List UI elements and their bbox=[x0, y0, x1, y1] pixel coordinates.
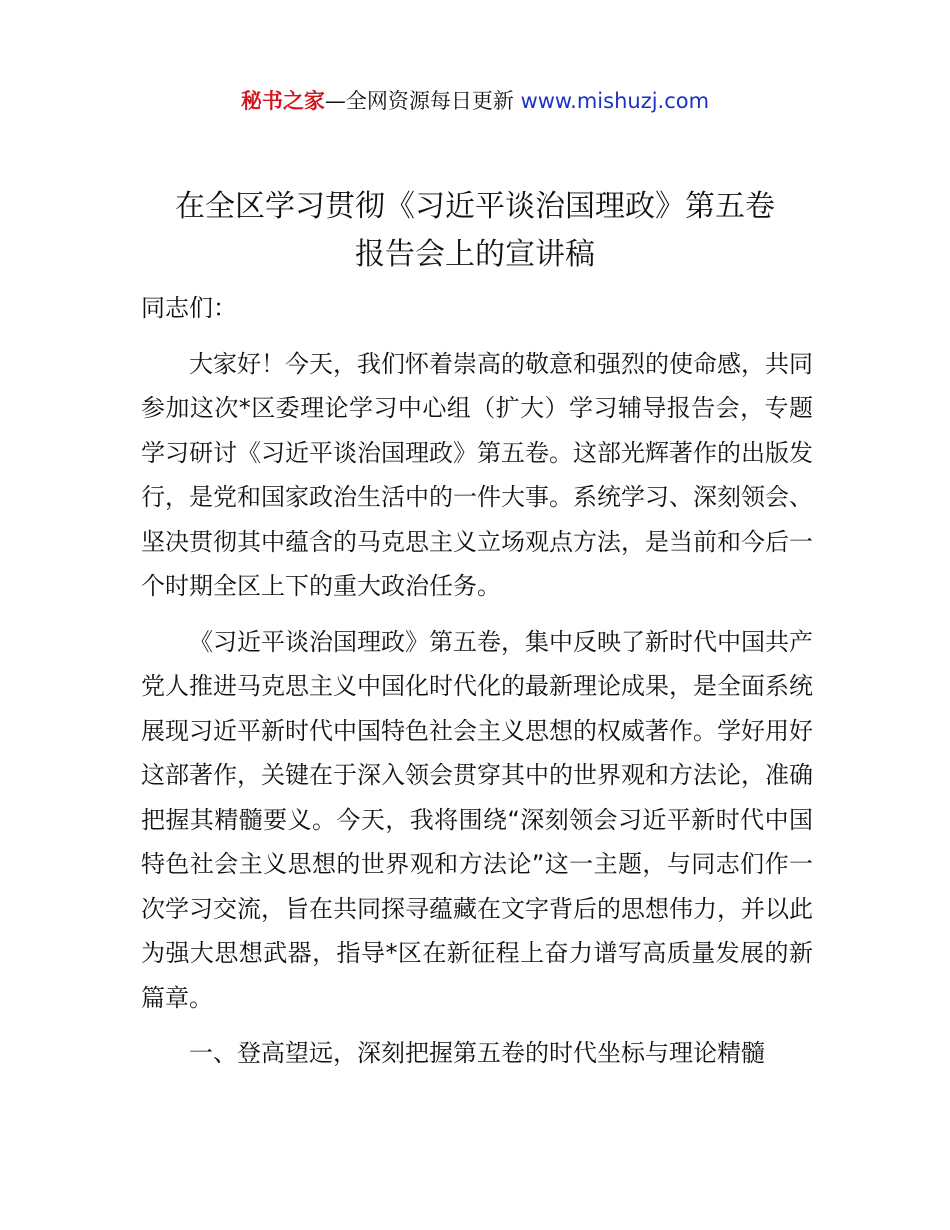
site-header bbox=[0, 86, 950, 116]
site-url-link[interactable]: www.mishuzj.com bbox=[520, 89, 710, 113]
document-body bbox=[141, 286, 813, 1076]
salutation: 同志们： bbox=[141, 294, 237, 322]
document-title bbox=[0, 183, 950, 279]
paragraph-2: 《习近平谈治国理政》第五卷，集中反映了新时代中国共产党人推进马克思主义中国化时代化的最新理论成果，是全面系统展现习近平新时代中国特色社会主义思想的权威著作。学好用好这部著作，关键在于深入领会贯穿其中的世界观和方法论，准确把握其精髓要义。今天，我将围绕“深刻领会习近平新时代中国特色社会主义思想的世界观和方法论”这一主题，与同志们作一次学习交流，旨在共同探寻蕴藏在文字背后的思想伟力，并以此为强大思想武器，指导*区在新征程上奋力谱写高质量发展的新篇章。 bbox=[141, 627, 813, 1012]
header-slogan: —全网资源每日更新 bbox=[324, 89, 521, 113]
section-heading-1: 一、登高望远，深刻把握第五卷的时代坐标与理论精髓 bbox=[189, 1039, 765, 1067]
brand-name: 秘书之家 bbox=[240, 89, 325, 113]
title-line-2: 报告会上的宣讲稿 bbox=[355, 237, 595, 272]
title-line-1: 在全区学习贯彻《习近平谈治国理政》第五卷 bbox=[175, 189, 775, 224]
paragraph-1: 大家好！今天，我们怀着崇高的敬意和强烈的使命感，共同参加这次*区委理论学习中心组（扩大）学习辅导报告会，专题学习研讨《习近平谈治国理政》第五卷。这部光辉著作的出版发行，是党和国家政治生活中的一件大事。系统学习、深刻领会、坚决贯彻其中蕴含的马克思主义立场观点方法，是当前和今后一个时期全区上下的重大政治任务。 bbox=[141, 349, 813, 600]
